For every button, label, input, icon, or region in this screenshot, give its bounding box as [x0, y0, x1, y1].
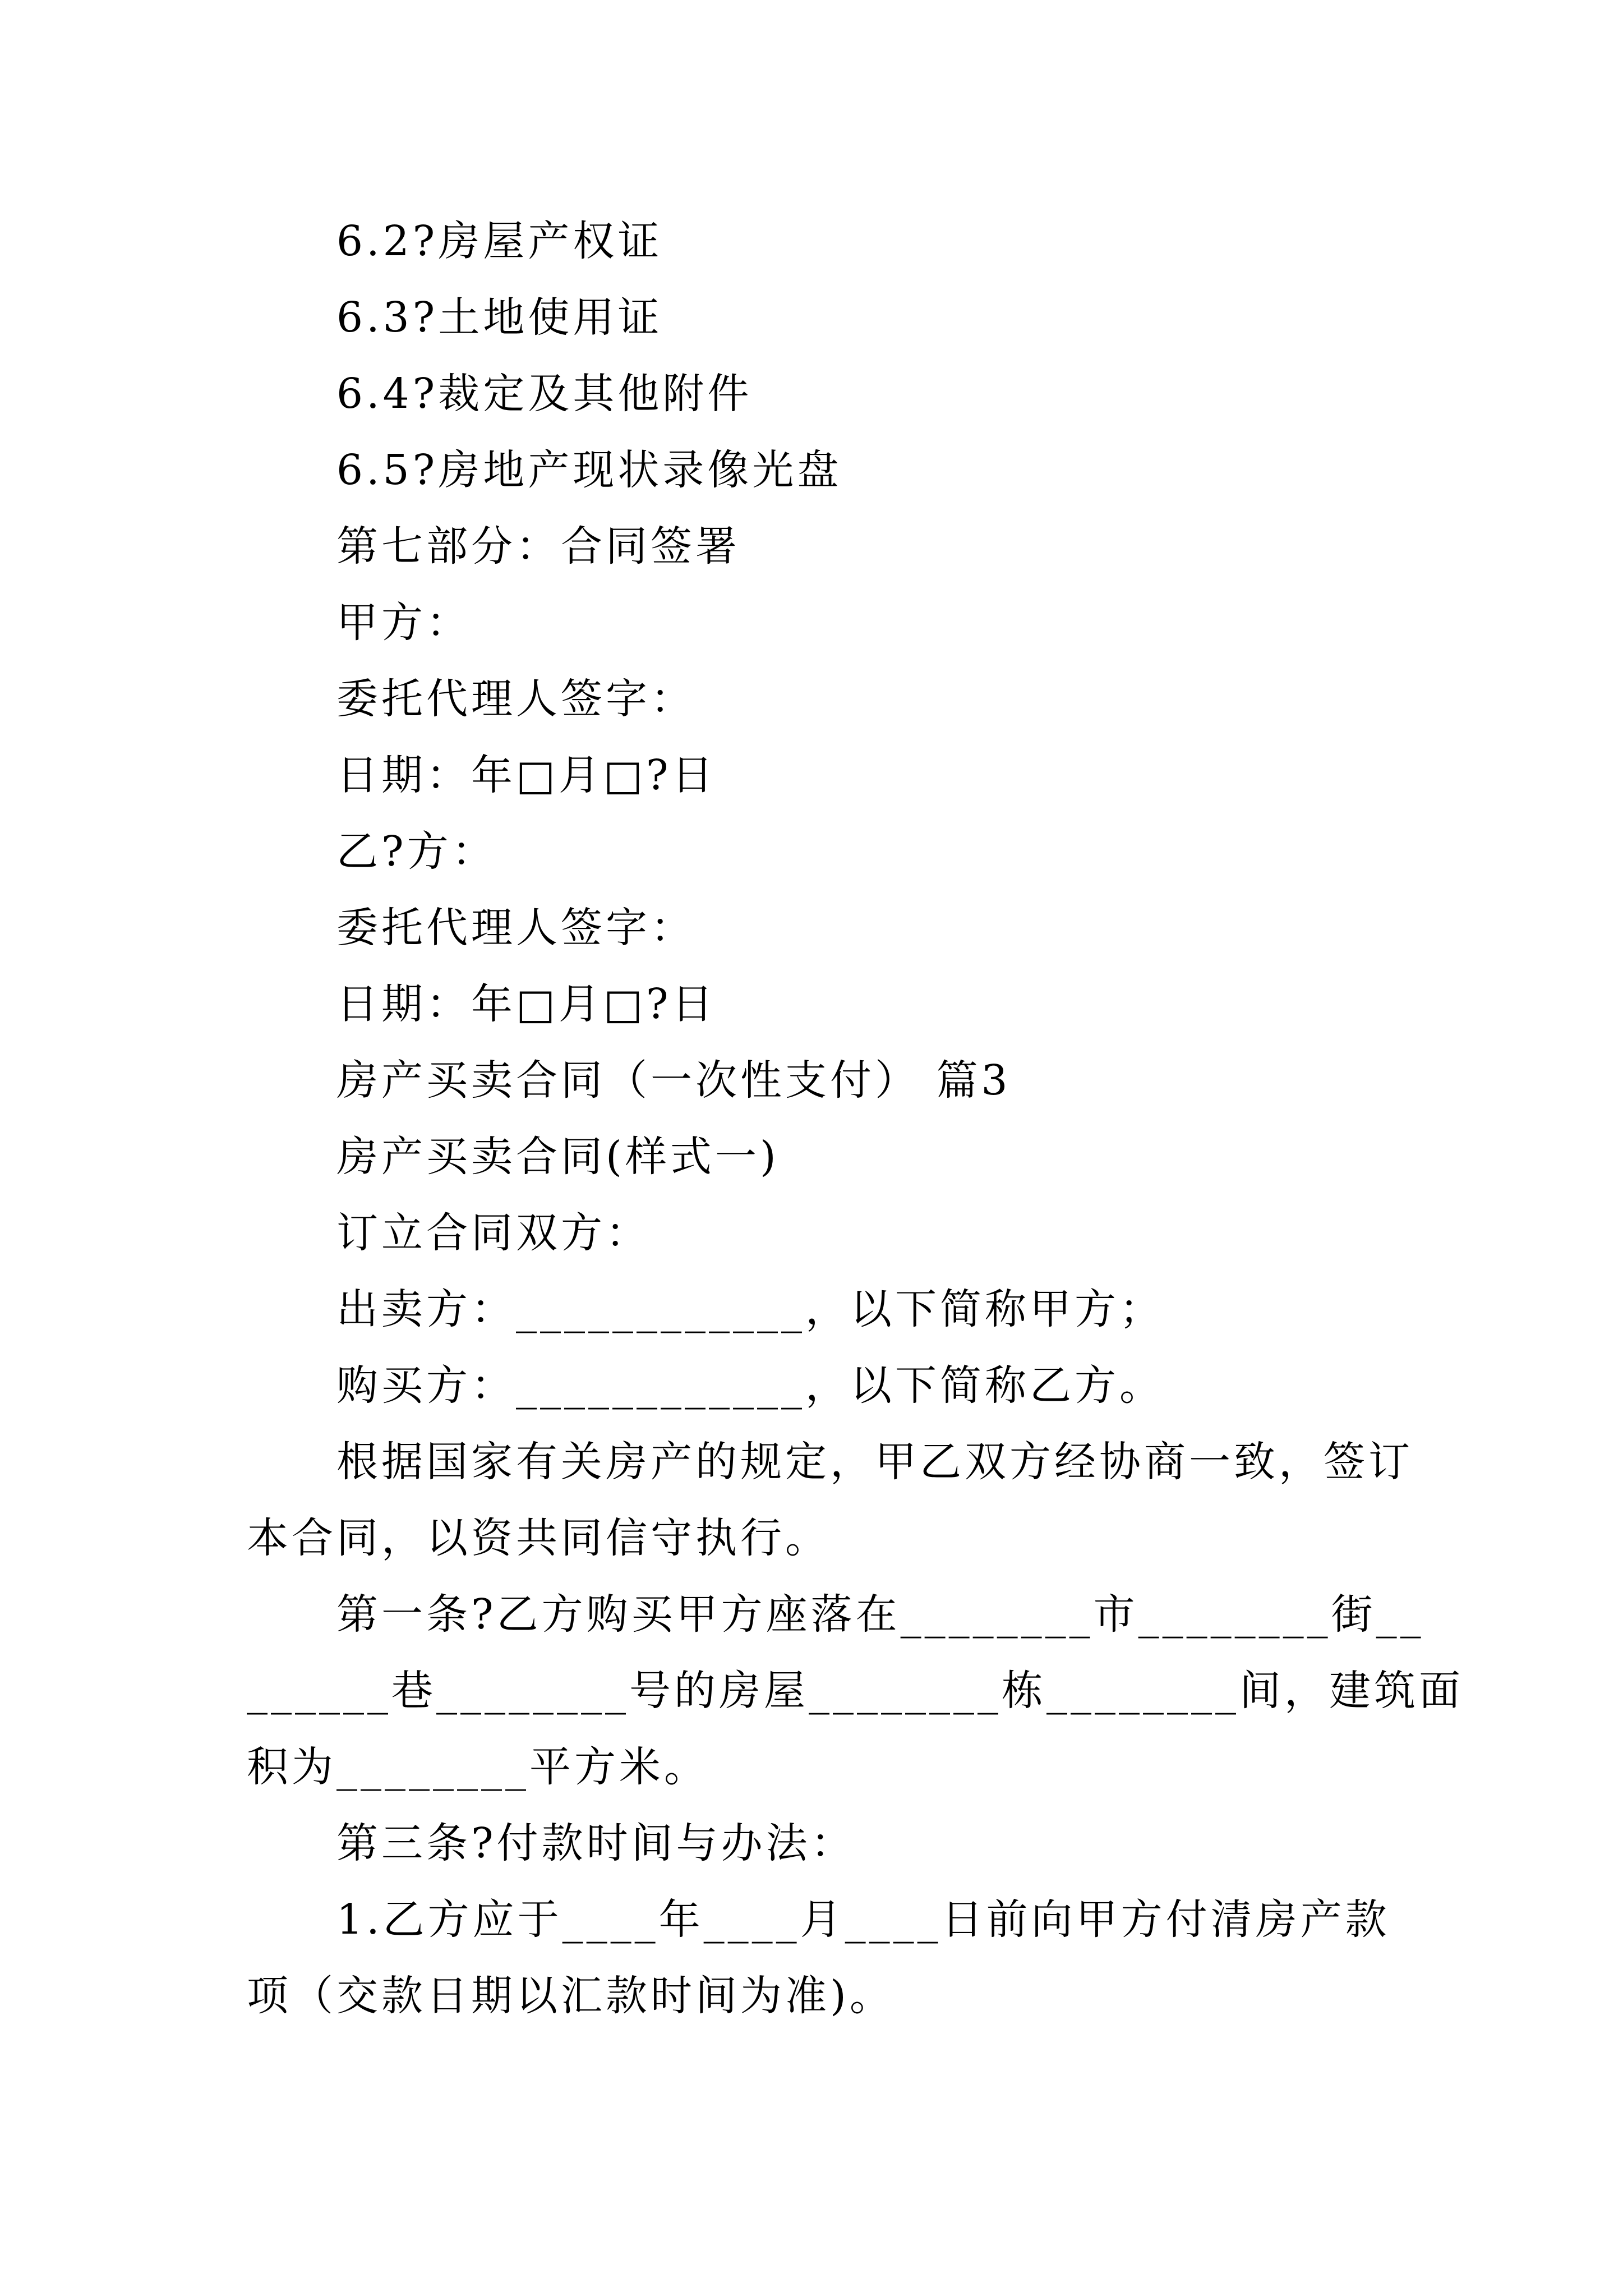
article-one-line-2: ______巷________号的房屋________栋________间，建筑面 — [247, 1667, 1464, 1715]
party-b-label: 乙?方： — [336, 827, 497, 876]
seller-line: 出卖方：____________，以下简称甲方； — [336, 1285, 1164, 1333]
attachment-item-6-3: 6.3?土地使用证 — [336, 293, 663, 342]
article-one-line-3: 积为________平方米。 — [247, 1743, 709, 1791]
contract-parties-heading: 订立合同双方： — [336, 1209, 651, 1257]
agent-signature-label-b: 委托代理人签字： — [336, 904, 695, 952]
attachment-item-6-5: 6.5?房地产现状录像光盘 — [336, 446, 842, 494]
contract-title-article-3: 房产买卖合同（一次性支付） 篇3 — [336, 1056, 1011, 1105]
section-heading-part-seven: 第七部分：合同签署 — [336, 522, 740, 570]
date-line-a: 日期：年□月□?日 — [336, 751, 717, 799]
attachment-item-6-2: 6.2?房屋产权证 — [336, 217, 663, 265]
contract-subtitle-sample: 房产买卖合同(样式一) — [336, 1133, 780, 1181]
preamble-paragraph-line-2: 本合同，以资共同信守执行。 — [247, 1514, 830, 1562]
buyer-line: 购买方：____________，以下简称乙方。 — [336, 1361, 1164, 1410]
date-line-b: 日期：年□月□?日 — [336, 980, 717, 1028]
payment-clause-line-1: 1.乙方应于____年____月____日前向甲方付清房产款 — [336, 1895, 1390, 1944]
article-one-line-1: 第一条?乙方购买甲方座落在________市________街__ — [336, 1590, 1424, 1639]
article-three-heading: 第三条?付款时间与办法： — [336, 1819, 856, 1867]
payment-clause-line-2: 项（交款日期以汇款时间为准)。 — [247, 1972, 895, 2020]
preamble-paragraph-line-1: 根据国家有关房产的规定，甲乙双方经协商一致，签订 — [336, 1438, 1413, 1486]
attachment-item-6-4: 6.4?裁定及其他附件 — [336, 370, 753, 418]
agent-signature-label-a: 委托代理人签字： — [336, 675, 695, 723]
party-a-label: 甲方： — [336, 599, 471, 647]
